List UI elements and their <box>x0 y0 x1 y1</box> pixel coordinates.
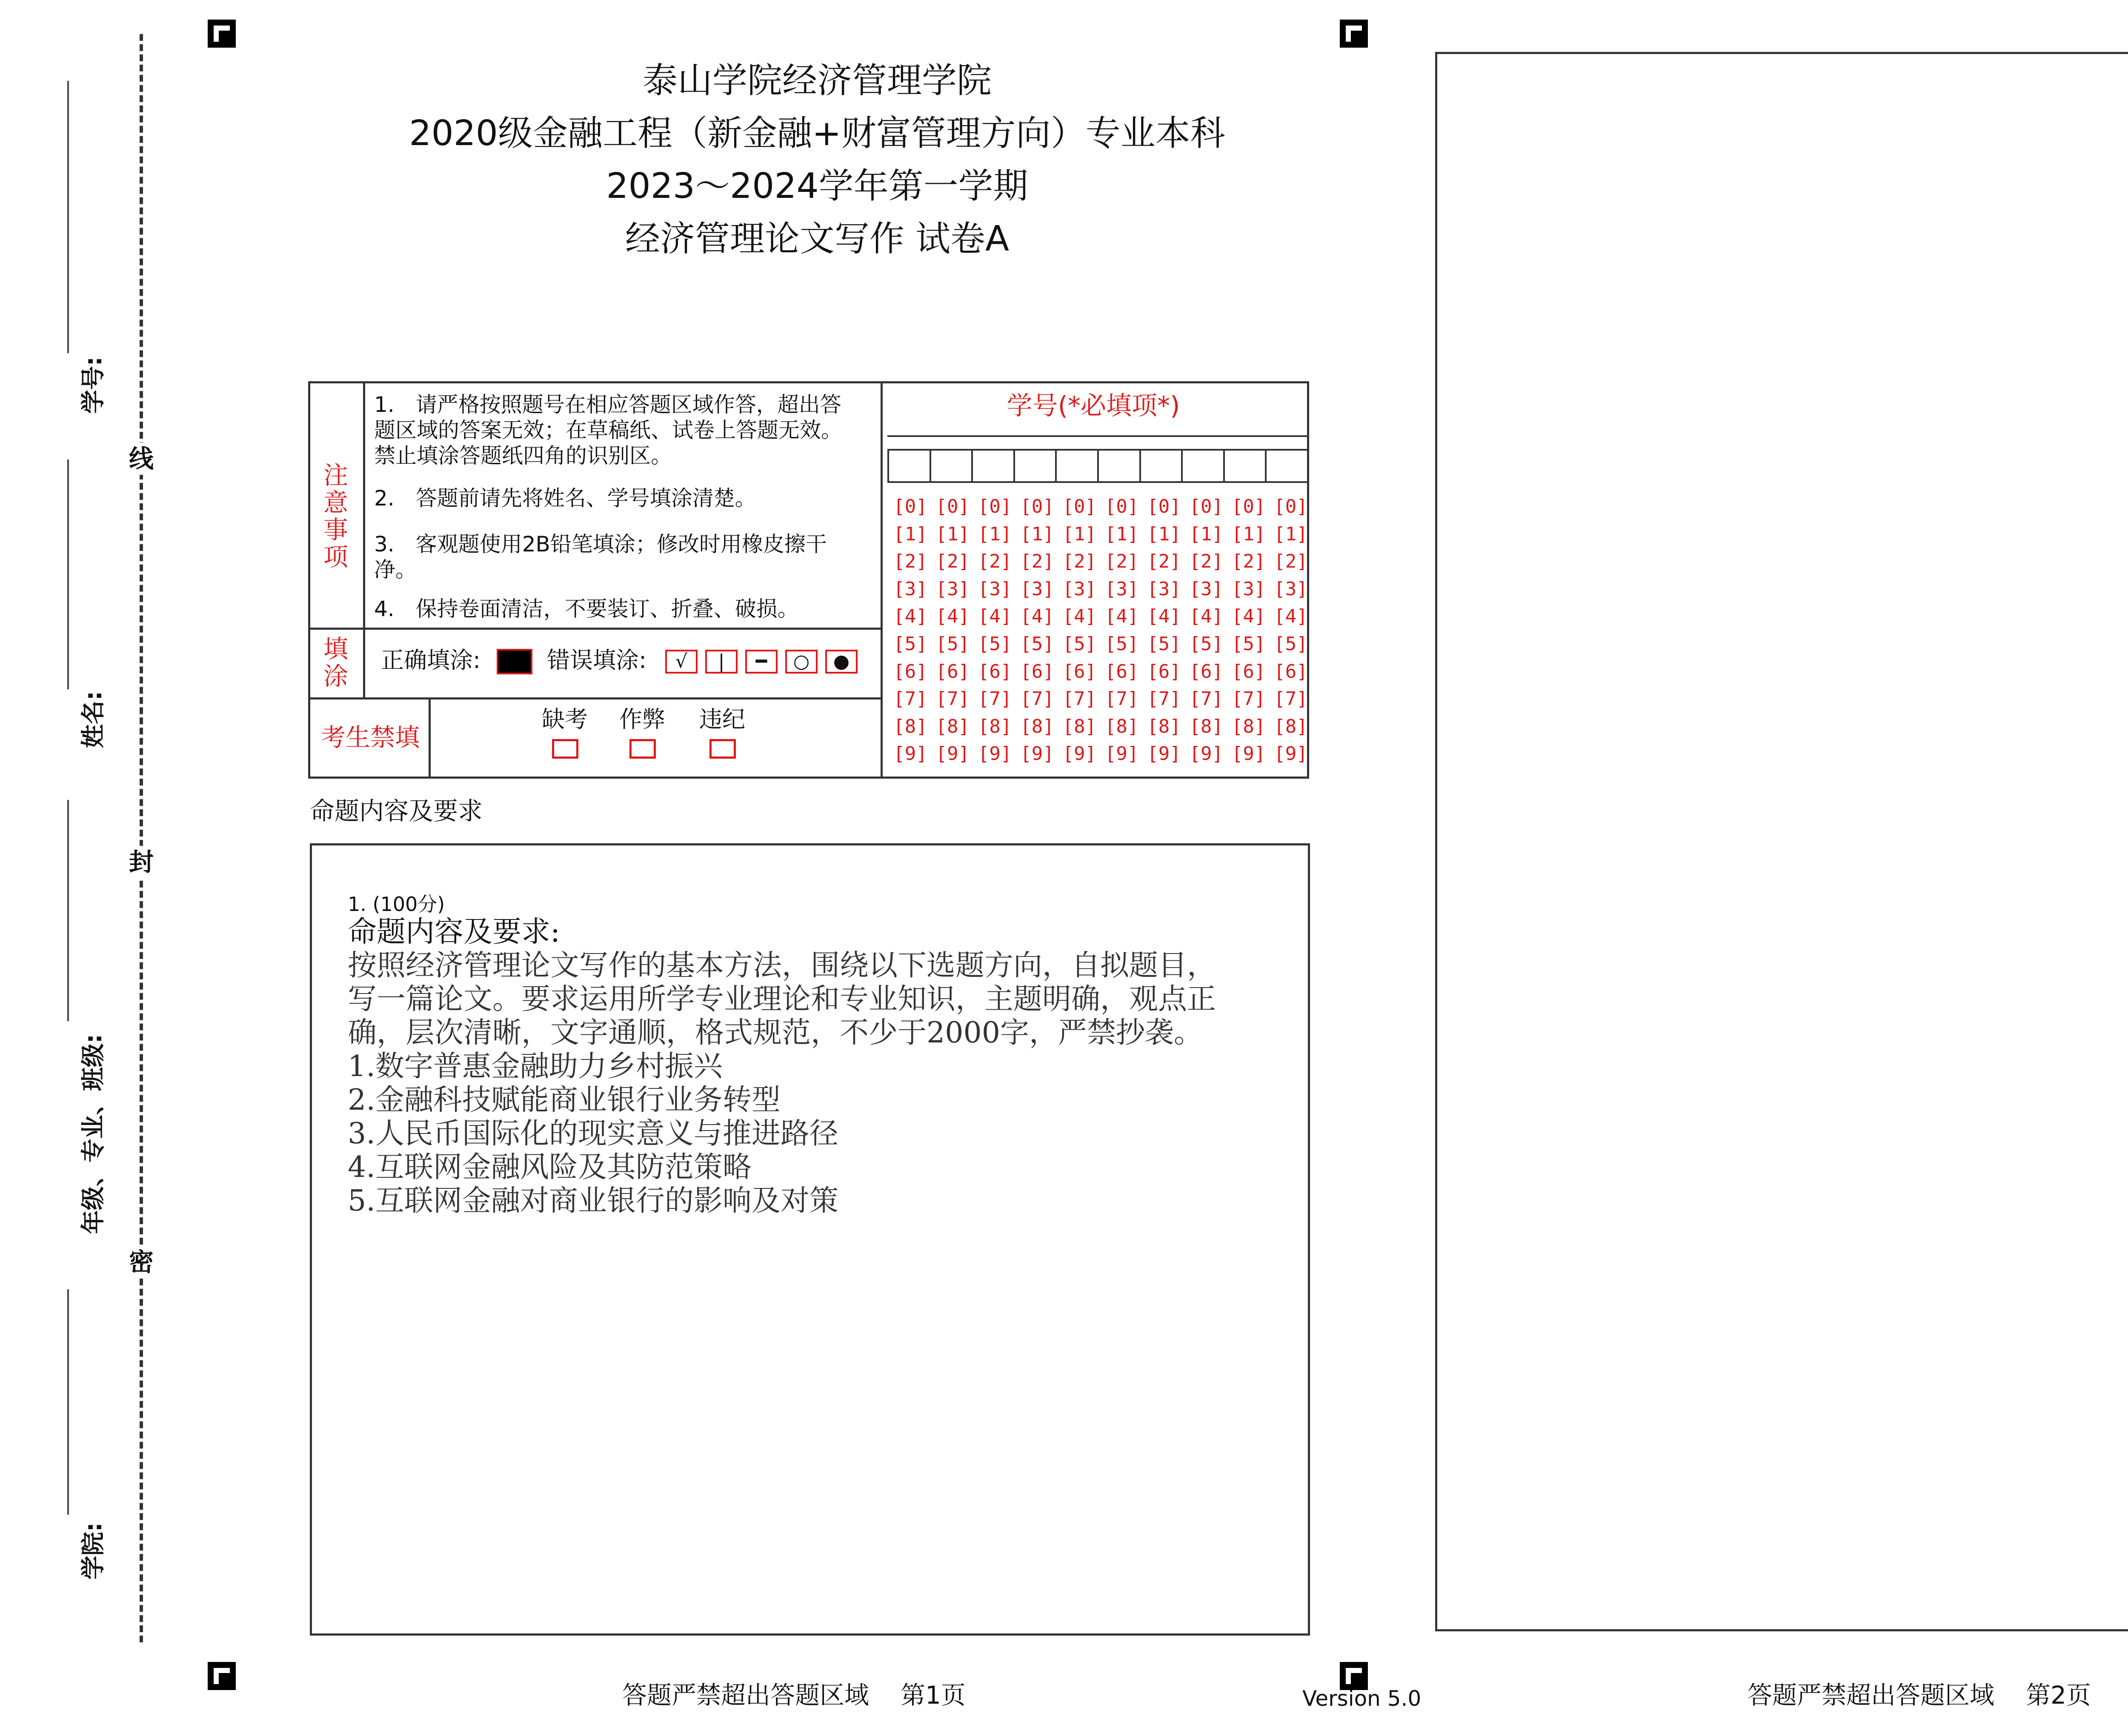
digit-bubble[interactable]: [0] <box>1147 496 1181 517</box>
wrong-mark-check: √ <box>665 650 698 674</box>
digit-bubble[interactable]: [4] <box>1189 605 1224 628</box>
bubble-row <box>890 576 1311 603</box>
digit-bubble[interactable]: [5] <box>1062 633 1097 655</box>
digit-bubble[interactable]: [1] <box>1189 523 1224 545</box>
digit-bubble[interactable]: [6] <box>1189 660 1224 682</box>
student-number-cell[interactable] <box>930 449 973 483</box>
digit-bubble[interactable]: [7] <box>1147 688 1181 710</box>
student-number-cell[interactable] <box>1139 449 1183 483</box>
digit-bubble[interactable]: [7] <box>1274 688 1308 710</box>
field-label-class: 年级、专业、班级: <box>80 1034 107 1234</box>
student-number-title: 学号(*必填项*) <box>1007 391 1180 421</box>
digit-bubble[interactable]: [2] <box>1020 551 1054 573</box>
digit-bubble[interactable]: [3] <box>1147 578 1181 600</box>
wrong-mark-dash: ━ <box>745 650 778 674</box>
wrong-fill-label: 错误填涂: <box>547 647 647 674</box>
digit-bubble[interactable]: [4] <box>1104 605 1139 628</box>
ban-checkbox-absent <box>552 739 578 759</box>
digit-bubble[interactable]: [7] <box>935 688 970 710</box>
question-answer-box[interactable] <box>310 843 1310 1636</box>
footer-page2 <box>1748 1679 2091 1711</box>
digit-bubble[interactable]: [6] <box>978 660 1012 682</box>
digit-bubble[interactable]: [0] <box>1231 496 1266 517</box>
digit-bubble[interactable]: [1] <box>1231 523 1266 545</box>
digit-bubble[interactable]: [2] <box>935 551 970 573</box>
digit-bubble[interactable]: [3] <box>978 578 1012 600</box>
answer-sheet-info-box <box>308 381 1309 779</box>
digit-bubble[interactable]: [0] <box>1104 496 1139 517</box>
digit-bubble[interactable]: [5] <box>1104 633 1139 655</box>
digit-bubble[interactable]: [7] <box>1231 688 1266 710</box>
digit-bubble[interactable]: [4] <box>893 605 927 628</box>
digit-bubble[interactable]: [2] <box>1274 551 1308 573</box>
student-number-cell[interactable] <box>1181 449 1225 483</box>
question-line-1: 按照经济管理论文写作的基本方法，围绕以下选题方向，自拟题目， <box>348 949 1216 982</box>
digit-bubble[interactable]: [3] <box>1231 578 1266 600</box>
digit-bubble[interactable]: [0] <box>978 496 1012 517</box>
footer-page2-number: 第2页 <box>2026 1681 2091 1710</box>
digit-bubble[interactable]: [8] <box>1020 715 1054 737</box>
notice-item-3: 3. 客观题使用2B铅笔填涂；修改时用橡皮擦干净。 <box>374 532 827 582</box>
college-input-line[interactable] <box>67 1289 69 1515</box>
question-line-2: 写一篇论文。要求运用所学专业理论和专业知识，主题明确，观点正 <box>348 982 1216 1016</box>
student-number-bubbles <box>890 493 1311 768</box>
ban-label-absent: 缺考 <box>542 706 588 733</box>
digit-bubble[interactable]: [3] <box>1020 578 1054 600</box>
wrong-mark-bar: | <box>705 650 738 674</box>
digit-bubble[interactable]: [4] <box>1231 605 1266 628</box>
digit-bubble[interactable]: [5] <box>935 633 970 655</box>
student-number-cells <box>889 449 1309 483</box>
topic-4: 4.互联网金融风险及其防范策略 <box>348 1151 752 1184</box>
digit-bubble[interactable]: [6] <box>1147 660 1181 682</box>
digit-bubble[interactable]: [1] <box>1147 523 1181 545</box>
digit-bubble[interactable]: [7] <box>1062 688 1097 710</box>
digit-bubble[interactable]: [9] <box>1147 743 1181 765</box>
seal-char-feng: 封 <box>126 846 157 878</box>
digit-bubble[interactable]: [8] <box>893 715 927 737</box>
digit-bubble[interactable]: [3] <box>1274 578 1308 600</box>
digit-bubble[interactable]: [2] <box>1231 551 1266 573</box>
digit-bubble[interactable]: [2] <box>1147 551 1181 573</box>
ban-label-cheating: 作弊 <box>619 706 665 733</box>
digit-bubble[interactable]: [2] <box>1104 551 1139 573</box>
digit-bubble[interactable]: [8] <box>1231 715 1266 737</box>
digit-bubble[interactable]: [8] <box>978 715 1012 737</box>
question-line-3: 确，层次清晰，文字通顺，格式规范，不少于2000字，严禁抄袭。 <box>348 1016 1203 1050</box>
question-title: 命题内容及要求: <box>348 915 560 949</box>
student-number-cell[interactable] <box>1097 449 1141 483</box>
digit-bubble[interactable]: [2] <box>1062 551 1097 573</box>
bubble-row <box>890 521 1311 548</box>
bubble-row <box>890 631 1311 658</box>
digit-bubble[interactable]: [2] <box>1189 551 1224 573</box>
digit-bubble[interactable]: [9] <box>893 743 927 765</box>
bubble-row <box>890 603 1311 631</box>
student-number-cell[interactable] <box>1265 449 1309 483</box>
digit-bubble[interactable]: [5] <box>1147 633 1181 655</box>
wrong-mark-circle: ○ <box>785 650 818 674</box>
digit-bubble[interactable]: [9] <box>935 743 970 765</box>
digit-bubble[interactable]: [8] <box>1189 715 1224 737</box>
digit-bubble[interactable]: [6] <box>1104 660 1139 682</box>
correct-fill-label: 正确填涂: <box>381 647 481 674</box>
digit-bubble[interactable]: [8] <box>1147 715 1181 737</box>
footer-page1-number: 第1页 <box>901 1681 966 1710</box>
notice-item-4: 4. 保持卷面清洁，不要装订、折叠、破损。 <box>374 597 799 621</box>
digit-bubble[interactable]: [1] <box>1274 523 1308 545</box>
digit-bubble[interactable]: [1] <box>978 523 1012 545</box>
digit-bubble[interactable]: [6] <box>893 660 927 682</box>
digit-bubble[interactable]: [9] <box>1104 743 1139 765</box>
student-number-cell[interactable] <box>1055 449 1099 483</box>
ban-checkbox-violation <box>709 739 736 759</box>
seal-char-xian: 线 <box>126 443 157 475</box>
digit-bubble[interactable]: [7] <box>978 688 1012 710</box>
digit-bubble[interactable]: [4] <box>935 605 970 628</box>
digit-bubble[interactable]: [9] <box>1062 743 1097 765</box>
page2-answer-box[interactable] <box>1435 52 2128 1631</box>
digit-bubble[interactable]: [5] <box>978 633 1012 655</box>
section-label: 命题内容及要求 <box>310 797 483 825</box>
footer-warning-1: 答题严禁超出答题区域 <box>622 1681 870 1710</box>
digit-bubble[interactable]: [3] <box>1189 578 1224 600</box>
exam-title: 经济管理论文写作 试卷A <box>625 219 1010 259</box>
digit-bubble[interactable]: [9] <box>1231 743 1266 765</box>
digit-bubble[interactable]: [5] <box>893 633 927 655</box>
corner-mark-top-center <box>1340 20 1368 48</box>
digit-bubble[interactable]: [1] <box>1104 523 1139 545</box>
digit-bubble[interactable]: [8] <box>1062 715 1097 737</box>
digit-bubble[interactable]: [5] <box>1274 633 1308 655</box>
question-body <box>348 915 1284 1218</box>
digit-bubble[interactable]: [8] <box>1104 715 1139 737</box>
student-id-input-line[interactable] <box>67 81 69 353</box>
digit-bubble[interactable]: [1] <box>1062 523 1097 545</box>
digit-bubble[interactable]: [3] <box>893 578 927 600</box>
correct-fill-sample <box>497 649 532 674</box>
corner-mark-top-left <box>208 20 236 48</box>
ban-heading: 考生禁填 <box>320 723 420 752</box>
ban-label-violation: 违纪 <box>699 706 745 733</box>
bubble-row <box>890 713 1311 741</box>
topic-5: 5.互联网金融对商业银行的影响及对策 <box>348 1184 838 1218</box>
digit-bubble[interactable]: [6] <box>1020 660 1054 682</box>
footer-warning-2: 答题严禁超出答题区域 <box>1748 1681 1995 1710</box>
notice-item-2: 2. 答题前请先将姓名、学号填涂清楚。 <box>374 486 756 511</box>
bubble-row <box>890 740 1311 768</box>
field-label-student-id: 学号: <box>80 356 107 414</box>
bubble-row <box>890 658 1311 686</box>
bubble-row <box>890 685 1311 713</box>
digit-bubble[interactable]: [9] <box>1189 743 1224 765</box>
digit-bubble[interactable]: [8] <box>935 715 970 737</box>
digit-bubble[interactable]: [6] <box>1231 660 1266 682</box>
digit-bubble[interactable]: [2] <box>978 551 1012 573</box>
digit-bubble[interactable]: [4] <box>1020 605 1054 628</box>
digit-bubble[interactable]: [7] <box>893 688 927 710</box>
seal-char-mi: 密 <box>126 1246 157 1278</box>
digit-bubble[interactable]: [2] <box>893 551 927 573</box>
digit-bubble[interactable]: [5] <box>1020 633 1054 655</box>
digit-bubble[interactable]: [4] <box>1274 605 1308 628</box>
digit-bubble[interactable]: [4] <box>1062 605 1097 628</box>
field-label-name: 姓名: <box>80 691 107 748</box>
student-number-cell[interactable] <box>1013 449 1057 483</box>
digit-bubble[interactable]: [6] <box>935 660 970 682</box>
digit-bubble[interactable]: [0] <box>1020 496 1054 517</box>
digit-bubble[interactable]: [3] <box>1104 578 1139 600</box>
digit-bubble[interactable]: [5] <box>1231 633 1266 655</box>
digit-bubble[interactable]: [4] <box>1147 605 1181 628</box>
fill-heading: 填涂 <box>323 634 348 691</box>
digit-bubble[interactable]: [0] <box>935 496 970 517</box>
digit-bubble[interactable]: [7] <box>1020 688 1054 710</box>
student-number-cell[interactable] <box>1223 449 1267 483</box>
digit-bubble[interactable]: [7] <box>1189 688 1224 710</box>
digit-bubble[interactable]: [6] <box>1274 660 1308 682</box>
topic-2: 2.金融科技赋能商业银行业务转型 <box>348 1083 781 1117</box>
digit-bubble[interactable]: [1] <box>893 523 927 545</box>
wrong-mark-dot: ● <box>825 650 858 674</box>
topic-1: 1.数字普惠金融助力乡村振兴 <box>348 1050 723 1083</box>
digit-bubble[interactable]: [5] <box>1189 633 1224 655</box>
program-title: 2020级金融工程（新金融+财富管理方向）专业本科 <box>409 113 1225 154</box>
field-label-college: 学院: <box>80 1522 107 1580</box>
digit-bubble[interactable]: [0] <box>1062 496 1097 517</box>
digit-bubble[interactable]: [3] <box>935 578 970 600</box>
digit-bubble[interactable]: [4] <box>978 605 1012 628</box>
bubble-row <box>890 493 1311 521</box>
binding-dashed-line <box>140 34 143 1642</box>
student-number-cell[interactable] <box>887 449 931 483</box>
digit-bubble[interactable]: [9] <box>1274 743 1308 765</box>
ban-checkbox-cheating <box>629 739 656 759</box>
version-label: Version 5.0 <box>1302 1686 1422 1711</box>
school-title: 泰山学院经济管理学院 <box>642 60 992 101</box>
class-input-line[interactable] <box>67 800 69 1021</box>
question-number-score: 1. (100分) <box>348 893 445 916</box>
corner-mark-bottom-left <box>208 1662 236 1690</box>
digit-bubble[interactable]: [3] <box>1062 578 1097 600</box>
term-title: 2023～2024学年第一学期 <box>606 166 1028 206</box>
notice-item-1: 1. 请严格按照题号在相应答题区域作答，超出答题区域的答案无效；在草稿纸、试卷上答题无效。禁止填涂答题纸四角的识别区。 <box>374 392 842 468</box>
bubble-row <box>890 548 1311 576</box>
digit-bubble[interactable]: [1] <box>1020 523 1054 545</box>
digit-bubble[interactable]: [7] <box>1104 688 1139 710</box>
digit-bubble[interactable]: [0] <box>893 496 927 517</box>
name-input-line[interactable] <box>67 460 69 689</box>
footer-page1 <box>622 1679 966 1711</box>
digit-bubble[interactable]: [9] <box>1020 743 1054 765</box>
digit-bubble[interactable]: [8] <box>1274 715 1308 737</box>
digit-bubble[interactable]: [9] <box>978 743 1012 765</box>
notices-heading: 注意事项 <box>323 461 348 571</box>
digit-bubble[interactable]: [1] <box>935 523 970 545</box>
student-number-cell[interactable] <box>971 449 1015 483</box>
topic-3: 3.人民币国际化的现实意义与推进路径 <box>348 1117 838 1151</box>
digit-bubble[interactable]: [0] <box>1274 496 1308 517</box>
digit-bubble[interactable]: [6] <box>1062 660 1097 682</box>
digit-bubble[interactable]: [0] <box>1189 496 1224 517</box>
